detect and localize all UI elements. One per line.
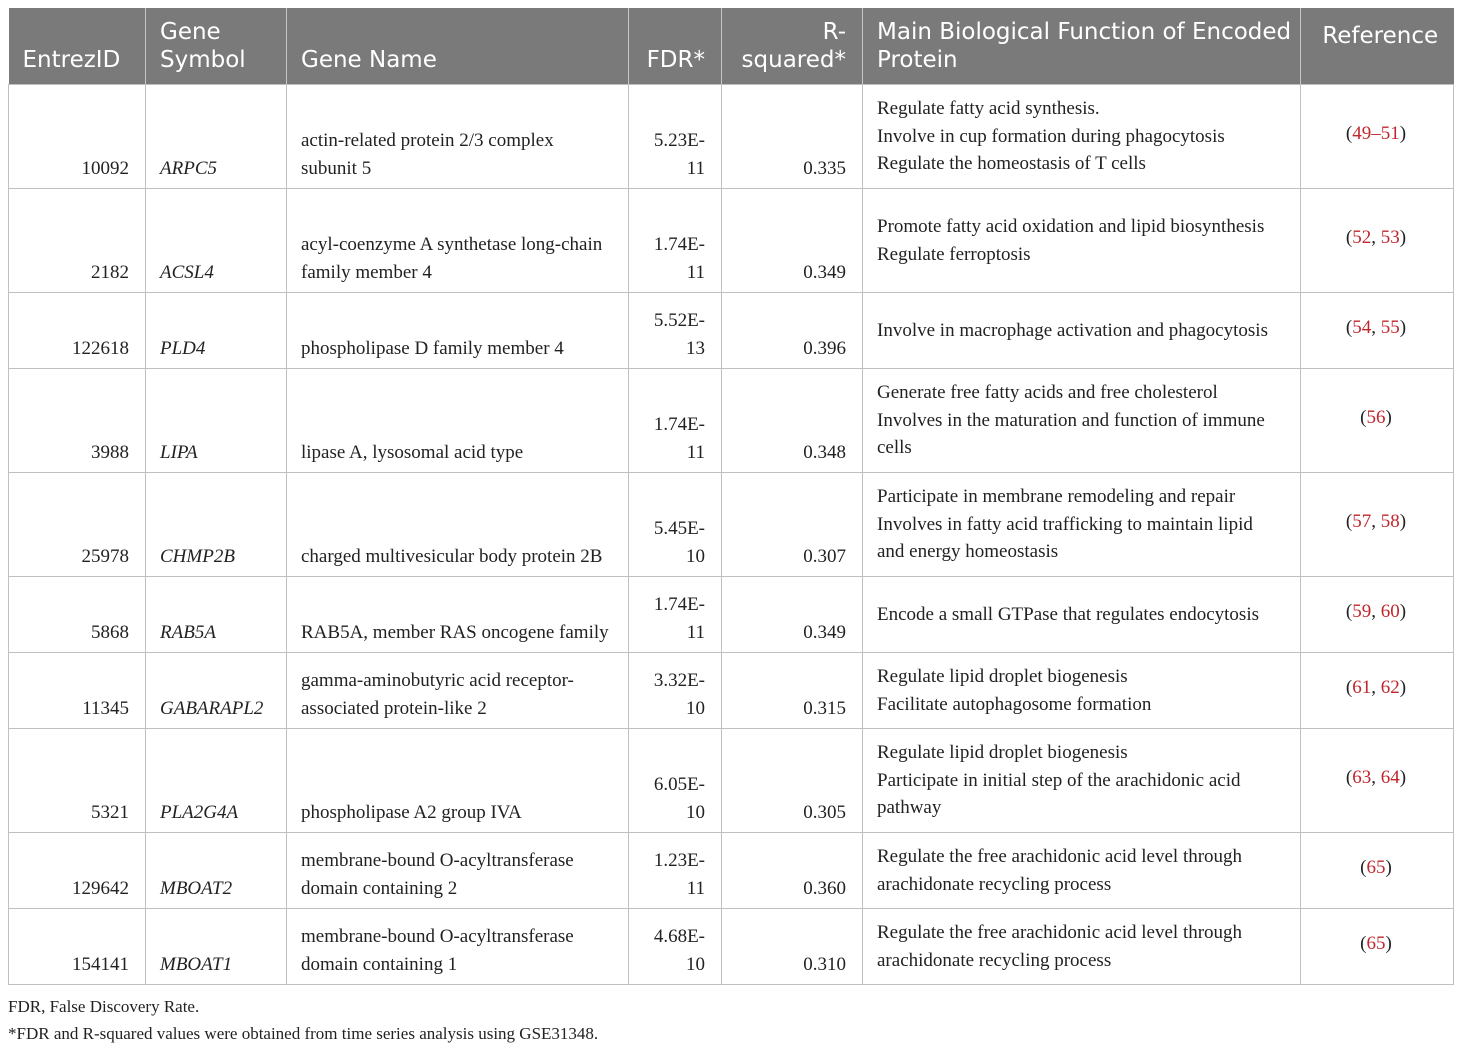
- header-function: Main Biological Function of Encoded Protein: [863, 8, 1301, 85]
- table-row: [9, 85, 1454, 189]
- function-line: Regulate fatty acid synthesis.: [877, 97, 1100, 119]
- reference-link[interactable]: 49–51: [1352, 123, 1400, 145]
- entrez-id-cell: 129642: [9, 833, 146, 909]
- header-entrezid: EntrezID: [9, 8, 146, 85]
- r-squared-cell: 0.335: [722, 85, 863, 189]
- reference-link[interactable]: 57: [1352, 511, 1372, 533]
- function-cell: [863, 293, 1301, 369]
- reference-cell: [1301, 833, 1454, 909]
- r-squared-cell: 0.310: [722, 909, 863, 985]
- header-fdr: FDR*: [629, 8, 722, 85]
- gene-symbol-cell: LIPA: [146, 369, 287, 473]
- reference-paren-close: ): [1385, 407, 1392, 429]
- r-squared-cell: 0.360: [722, 833, 863, 909]
- reference-paren-open: (: [1345, 227, 1353, 249]
- gene-name-cell: gamma-aminobutyric acid receptor-associated protein-like 2: [287, 653, 629, 729]
- table-row: [9, 293, 1454, 369]
- gene-name-cell: phospholipase A2 group IVA: [287, 729, 629, 833]
- reference-link[interactable]: 58: [1380, 511, 1400, 533]
- fdr-cell: 3.32E-10: [629, 653, 722, 729]
- reference-cell: [1301, 909, 1454, 985]
- fdr-cell: 1.74E-11: [629, 577, 722, 653]
- function-line: Involves in fatty acid trafficking to maintain lipid and energy homeostasis: [877, 513, 1253, 563]
- reference-link[interactable]: 55: [1380, 317, 1400, 339]
- gene-name-cell: RAB5A, member RAS oncogene family: [287, 577, 629, 653]
- function-cell: [863, 369, 1301, 473]
- fdr-cell: 5.45E-10: [629, 473, 722, 577]
- gene-symbol-cell: CHMP2B: [146, 473, 287, 577]
- gene-symbol-cell: MBOAT2: [146, 833, 287, 909]
- reference-paren-open: (: [1360, 407, 1367, 429]
- function-cell: [863, 729, 1301, 833]
- reference-paren-open: (: [1345, 511, 1353, 533]
- function-cell: [863, 189, 1301, 293]
- function-line: Promote fatty acid oxidation and lipid biosynthesis: [877, 215, 1265, 237]
- function-cell: [863, 85, 1301, 189]
- reference-link[interactable]: 54: [1352, 317, 1372, 339]
- footnotes: [8, 993, 1453, 1047]
- entrez-id-cell: 2182: [9, 189, 146, 293]
- header-reference: Reference: [1301, 8, 1454, 85]
- r-squared-cell: 0.315: [722, 653, 863, 729]
- gene-name-cell: membrane-bound O-acyltransferase domain containing 2: [287, 833, 629, 909]
- reference-paren-open: (: [1345, 317, 1353, 339]
- entrez-id-cell: 5868: [9, 577, 146, 653]
- function-line: Regulate lipid droplet biogenesis: [877, 741, 1128, 763]
- reference-link[interactable]: 62: [1380, 677, 1400, 699]
- fdr-cell: 1.74E-11: [629, 189, 722, 293]
- reference-paren-open: (: [1345, 601, 1353, 623]
- gene-symbol-cell: ARPC5: [146, 85, 287, 189]
- gene-symbol-cell: RAB5A: [146, 577, 287, 653]
- reference-paren-close: ): [1385, 933, 1392, 955]
- entrez-id-cell: 25978: [9, 473, 146, 577]
- function-line: Regulate ferroptosis: [877, 243, 1031, 265]
- reference-link[interactable]: 56: [1366, 407, 1386, 429]
- table-container: [8, 8, 1453, 1047]
- r-squared-cell: 0.349: [722, 189, 863, 293]
- reference-separator: ,: [1371, 601, 1381, 623]
- gene-symbol-cell: GABARAPL2: [146, 653, 287, 729]
- gene-name-cell: phospholipase D family member 4: [287, 293, 629, 369]
- function-line: Regulate lipid droplet biogenesis: [877, 665, 1128, 687]
- r-squared-cell: 0.348: [722, 369, 863, 473]
- table-row: [9, 729, 1454, 833]
- header-row: [9, 8, 1454, 85]
- reference-cell: [1301, 653, 1454, 729]
- function-cell: [863, 473, 1301, 577]
- header-gene-name: Gene Name: [287, 8, 629, 85]
- entrez-id-cell: 122618: [9, 293, 146, 369]
- function-line: Regulate the free arachidonic acid level through arachidonate recycling process: [877, 921, 1243, 971]
- reference-cell: [1301, 369, 1454, 473]
- fdr-cell: 4.68E-10: [629, 909, 722, 985]
- reference-link[interactable]: 60: [1380, 601, 1400, 623]
- reference-separator: ,: [1371, 227, 1381, 249]
- function-line: Facilitate autophagosome formation: [877, 693, 1152, 715]
- reference-cell: [1301, 293, 1454, 369]
- reference-link[interactable]: 59: [1352, 601, 1372, 623]
- footnote-fdr-definition: FDR, False Discovery Rate.: [8, 997, 200, 1016]
- table-row: [9, 369, 1454, 473]
- table-row: [9, 189, 1454, 293]
- table-row: [9, 909, 1454, 985]
- entrez-id-cell: 5321: [9, 729, 146, 833]
- fdr-cell: 5.23E-11: [629, 85, 722, 189]
- entrez-id-cell: 154141: [9, 909, 146, 985]
- reference-separator: ,: [1371, 677, 1381, 699]
- reference-paren-close: ): [1399, 317, 1407, 339]
- header-gene-symbol: Gene Symbol: [146, 8, 287, 85]
- reference-paren-open: (: [1360, 933, 1367, 955]
- reference-cell: [1301, 577, 1454, 653]
- reference-cell: [1301, 85, 1454, 189]
- r-squared-cell: 0.396: [722, 293, 863, 369]
- reference-paren-open: (: [1345, 123, 1353, 145]
- function-cell: [863, 833, 1301, 909]
- header-r-squared: R-squared*: [722, 8, 863, 85]
- fdr-cell: 1.74E-11: [629, 369, 722, 473]
- gene-symbol-cell: PLD4: [146, 293, 287, 369]
- reference-cell: [1301, 729, 1454, 833]
- table-body: [9, 85, 1454, 985]
- gene-symbol-cell: MBOAT1: [146, 909, 287, 985]
- table-row: [9, 473, 1454, 577]
- gene-name-cell: actin-related protein 2/3 complex subunit 5: [287, 85, 629, 189]
- reference-paren-open: (: [1345, 677, 1353, 699]
- reference-link[interactable]: 64: [1380, 767, 1400, 789]
- footnote-data-source: *FDR and R-squared values were obtained from time series analysis using GSE31348.: [8, 1024, 599, 1043]
- r-squared-cell: 0.307: [722, 473, 863, 577]
- gene-table: [8, 8, 1454, 985]
- entrez-id-cell: 3988: [9, 369, 146, 473]
- reference-separator: ,: [1371, 317, 1381, 339]
- fdr-cell: 6.05E-10: [629, 729, 722, 833]
- function-line: Regulate the homeostasis of T cells: [877, 153, 1146, 175]
- reference-paren-open: (: [1360, 857, 1367, 879]
- reference-separator: ,: [1371, 767, 1381, 789]
- gene-name-cell: membrane-bound O-acyltransferase domain containing 1: [287, 909, 629, 985]
- function-line: Encode a small GTPase that regulates endocytosis: [877, 603, 1260, 625]
- reference-paren-close: ): [1399, 601, 1407, 623]
- reference-paren-close: ): [1399, 677, 1407, 699]
- gene-symbol-cell: ACSL4: [146, 189, 287, 293]
- reference-paren-close: ): [1399, 767, 1407, 789]
- function-cell: [863, 653, 1301, 729]
- table-row: [9, 653, 1454, 729]
- function-line: Participate in membrane remodeling and repair: [877, 485, 1236, 507]
- function-line: Generate free fatty acids and free cholesterol: [877, 381, 1218, 403]
- reference-link[interactable]: 53: [1380, 227, 1400, 249]
- r-squared-cell: 0.305: [722, 729, 863, 833]
- gene-name-cell: acyl-coenzyme A synthetase long-chain family member 4: [287, 189, 629, 293]
- reference-link[interactable]: 52: [1352, 227, 1372, 249]
- entrez-id-cell: 10092: [9, 85, 146, 189]
- reference-paren-close: ): [1399, 227, 1407, 249]
- fdr-cell: 5.52E-13: [629, 293, 722, 369]
- reference-link[interactable]: 65: [1366, 933, 1386, 955]
- reference-paren-close: ): [1399, 123, 1407, 145]
- reference-paren-close: ): [1385, 857, 1392, 879]
- entrez-id-cell: 11345: [9, 653, 146, 729]
- gene-name-cell: charged multivesicular body protein 2B: [287, 473, 629, 577]
- function-line: Involve in cup formation during phagocytosis: [877, 125, 1225, 147]
- reference-paren-open: (: [1345, 767, 1353, 789]
- gene-symbol-cell: PLA2G4A: [146, 729, 287, 833]
- fdr-cell: 1.23E-11: [629, 833, 722, 909]
- reference-cell: [1301, 473, 1454, 577]
- reference-cell: [1301, 189, 1454, 293]
- gene-name-cell: lipase A, lysosomal acid type: [287, 369, 629, 473]
- reference-link[interactable]: 65: [1366, 857, 1386, 879]
- table-row: [9, 833, 1454, 909]
- table-row: [9, 577, 1454, 653]
- reference-paren-close: ): [1399, 511, 1407, 533]
- function-line: Involve in macrophage activation and phagocytosis: [877, 319, 1268, 341]
- r-squared-cell: 0.349: [722, 577, 863, 653]
- reference-separator: ,: [1371, 511, 1381, 533]
- reference-link[interactable]: 63: [1352, 767, 1372, 789]
- function-line: Regulate the free arachidonic acid level through arachidonate recycling process: [877, 845, 1243, 895]
- reference-link[interactable]: 61: [1352, 677, 1372, 699]
- function-cell: [863, 909, 1301, 985]
- function-line: Involves in the maturation and function of immune cells: [877, 409, 1265, 459]
- function-cell: [863, 577, 1301, 653]
- function-line: Participate in initial step of the arachidonic acid pathway: [877, 769, 1241, 819]
